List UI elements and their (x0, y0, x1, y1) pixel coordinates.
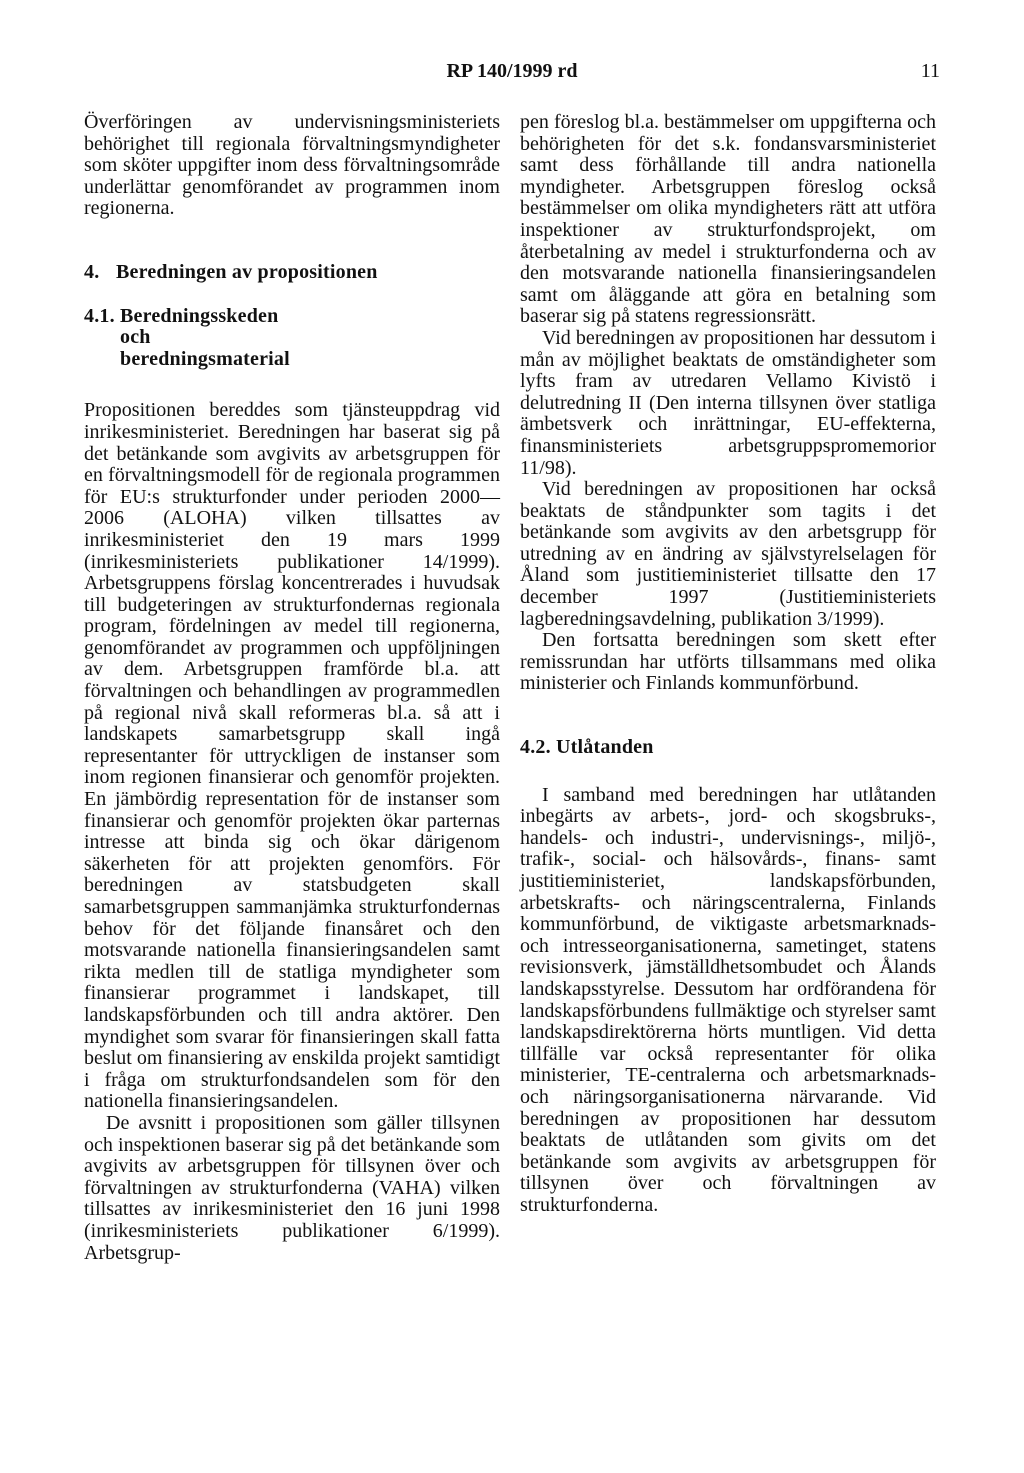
section-heading-4-2 (520, 737, 936, 759)
section-number: 4.2. (520, 736, 551, 759)
section-title: Beredningen av propositionen (116, 260, 378, 283)
intro-paragraph: Överföringen av undervisningsministeriets behörighet till regionala förvaltningsmyndigheter som sköter uppgifter inom dess förvaltningsområde underlättar genomförandet av programmen inom regionerna. (84, 111, 500, 220)
page-header (0, 60, 1024, 88)
page-number: 11 (920, 60, 940, 82)
body-paragraph: De avsnitt i propositionen som gäller tillsynen och inspektionen baserar sig på det betänkande som avgivits av arbetsgruppen för tillsynen över och förvaltningen av strukturfonderna (VAHA) vilken tillsattes av inrikesministeriet den 16 juni 1998 (inrikesministeriets publikationer 6/1999). Arbetsgrup- (84, 1111, 500, 1264)
document-id: RP 140/1999 rd (446, 60, 578, 82)
continued-paragraph: pen föreslog bl.a. bestämmelser om uppgifterna och behörigheten för det s.k. fondansvarsministeriet samt dess förhållande till andra nationella myndigheter. Arbetsgruppen föreslog också bestämmelser om olika myndigheters rätt att utföra inspektioner av strukturfondsprojekt, om återbetalning av medel i strukturfonderna och av den motsvarande nationella finansieringsandelen samt om åläggande att göra en betalning som baserar sig på statens regressionsrätt. (520, 111, 936, 328)
section-title: Beredningsskeden och beredningsmaterial (120, 304, 290, 370)
right-column (520, 112, 936, 1217)
section-heading-4 (84, 262, 500, 284)
body-paragraph: Vid beredningen av propositionen har också beaktats de ståndpunkter som tagits i det betänkande som avgivits av den arbetsgrupp för utredning av en ändring av självstyrelselagen för Åland som justitieministeriet tillsatte den 17 december 1997 (Justitieministeriets lagberedningsavdelning, publikation 3/1999). (520, 478, 936, 630)
body-paragraph: Den fortsatta beredningen som skett efter remissrundan har utförts tillsammans med olika ministerier och Finlands kommunförbund. (520, 629, 936, 695)
body-paragraph: I samband med beredningen har utlåtanden inbegärts av arbets-, jord- och skogsbruks-, handels- och industri-, undervisnings-, miljö-, trafik-, social- och hälsovårds-, finans- samt justitieministeriet, landskapsförbunden, arbetskrafts- och näringscentralerna, Finlands kommunförbund, de viktigaste arbetsmarknads- och intresseorganisationerna, sametinget, statens revisionsverk, jämställdhetsombudet och Ålands landskapsstyrelse. Dessutom har ordförandena för landskapsförbundens fullmäktige och styrelser samt landskapsdirektörerna hörts muntligen. Vid detta tillfälle var också representanter för olika ministerier, TE-centralerna och arbetsmarknads- och näringsorganisationerna närvarande. Vid beredningen av propositionen har dessutom beaktats de utlåtanden som givits om det betänkande som avgivits av arbetsgruppen för tillsynen över och förvaltningen av strukturfonderna. (520, 783, 936, 1216)
body-paragraph: Vid beredningen av propositionen har dessutom i mån av möjlighet beaktats de omständigheter som lyfts fram av utredaren Vellamo Kivistö i delutredning II (Den interna tillsynen över statliga ämbetsverk och inrättningar, EU-effekterna, finansministeriets arbetsgruppspromemorior 11/98). (520, 326, 936, 479)
section-title: Utlåtanden (556, 736, 654, 759)
section-number: 4. (84, 260, 100, 283)
left-column (84, 112, 500, 1264)
section-number: 4.1. (84, 304, 115, 327)
section-heading-4-1 (84, 306, 500, 371)
body-paragraph: Propositionen bereddes som tjänsteuppdrag vid inrikesministeriet. Beredningen har baserat sig på det betänkande som avgivits av arbetsgruppen för en förvaltningsmodell för de regionala programmen för EU:s strukturfonder under perioden 2000—2006 (ALOHA) vilken tillsattes av inrikesministeriet den 19 mars 1999 (inrikesministeriets publikationer 14/1999). Arbetsgruppens förslag koncentrerades i huvudsak till budgeteringen av strukturfondernas regionala program, fördelningen av medel till regionerna, genomförandet av programmen och uppföljningen av dem. Arbetsgruppen framförde bl.a. att förvaltningen och behandlingen av programmedlen på regional nivå skall reformeras bl.a. så att i landskapets samarbetsgrupp skall ingå representanter för uttryckligen de instanser som inom regionen finansierar och genomför projekten. En jämbördig representation för de instanser som finansierar och genomför projekten ökar parternas intresse att binda sig och ökar därigenom säkerheten för att projekten genomförs. För beredningen av statsbudgeten skall samarbetsgruppen sammanjämka strukturfondernas behov för det följande finansåret och den motsvarande nationella finansieringsandelen samt rikta medlen till de statliga myndigheter som finansierar programmet i landskapet, till landskapsförbunden och till andra aktörer. Den myndighet som svarar för finansieringen skall fatta beslut om finansiering av enskilda projekt samtidigt i fråga om strukturfondsandelen som för den nationella finansieringsandelen. (84, 399, 500, 1113)
